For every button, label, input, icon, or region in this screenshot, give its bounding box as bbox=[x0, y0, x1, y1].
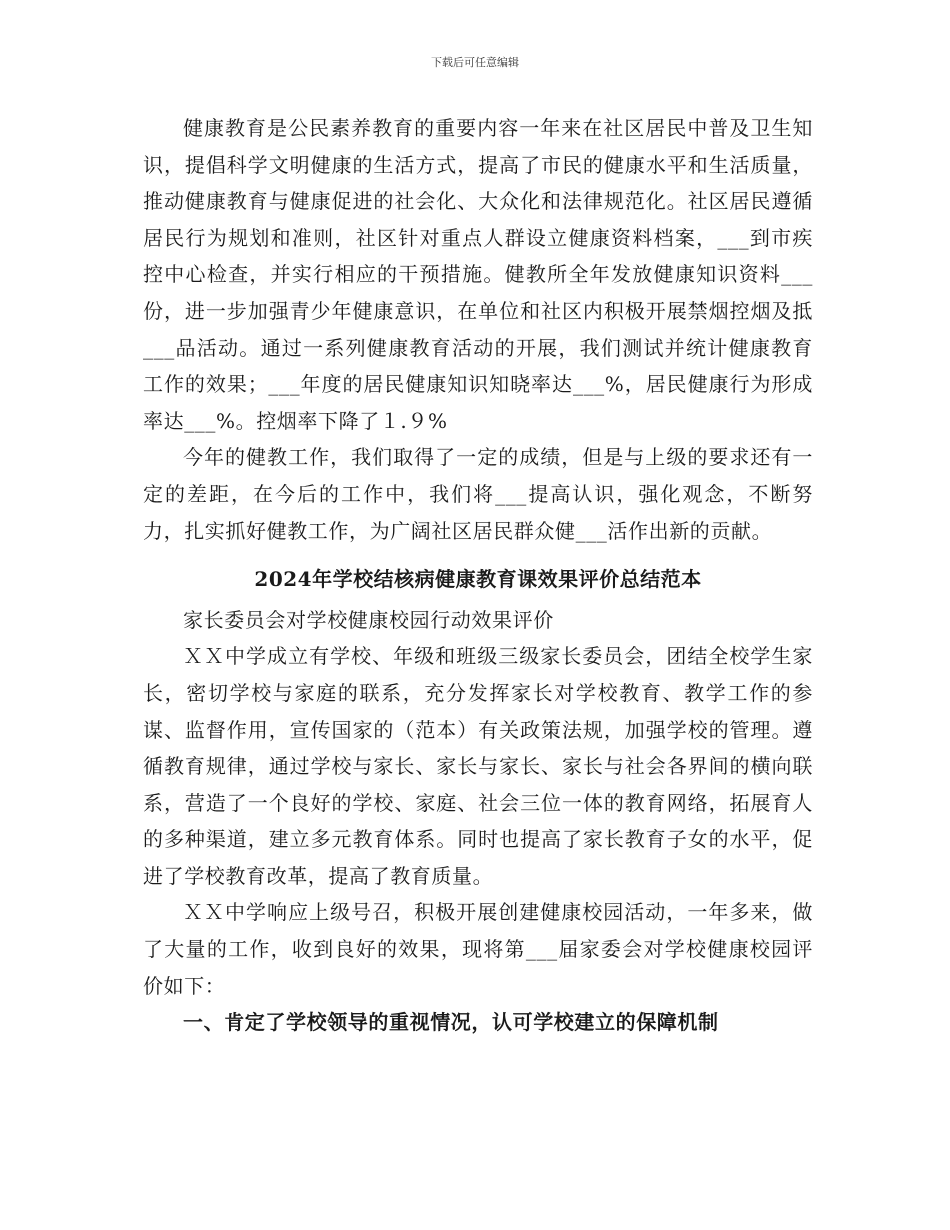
paragraph-healthy-campus: ＸＸ中学响应上级号召，积极开展创建健康校园活动，一年多来，做了大量的工作，收到良好的效果，现将第___届家委会对学校健康校园评价如下： bbox=[143, 900, 813, 998]
paragraph-health-education: 健康教育是公民素养教育的重要内容一年来在社区居民中普及卫生知识，提倡科学文明健康的生活方式，提高了市民的健康水平和生活质量，推动健康教育与健康促进的社会化、大众化和法律规范化。社区居民遵循居民行为规划和准则，社区针对重点人群设立健康资料档案，___到市疾控中心检查，并实行相应的干预措施。健教所全年发放健康知识资料___份，进一步加强青少年健康意识，在单位和社区内积极开展禁烟控烟及抵___品活动。通过一系列健康教育活动的开展，我们测试并统计健康教育工作的效果；___年度的居民健康知识知晓率达___%，居民健康行为形成率达___%。控烟率下降了１.９% bbox=[143, 116, 813, 433]
page-header: 下载后可任意编辑 bbox=[431, 56, 519, 69]
document-title: 2024年学校结核病健康教育课效果评价总结范本 bbox=[254, 567, 702, 592]
paragraph-parent-committee: ＸＸ中学成立有学校、年级和班级三级家长委员会，团结全校学生家长，密切学校与家庭的联系，充分发挥家长对学校教育、教学工作的参谋、监督作用，宣传国家的（范本）有关政策法规，加强学校的管理。遵循教育规律，通过学校与家长、家长与家长、家长与社会各界间的横向联系，营造了一个良好的学校、家庭、社会三位一体的教育网络，拓展育人的多种渠道，建立多元教育体系。同时也提高了家长教育子女的水平，促进了学校教育改革，提高了教育质量。 bbox=[143, 644, 813, 888]
paragraph-conclusion: 今年的健教工作，我们取得了一定的成绩，但是与上级的要求还有一定的差距，在今后的工作中，我们将___提高认识，强化观念，不断努力，扎实抓好健教工作，为广阔社区居民群众健___活作出新的贡献。 bbox=[143, 445, 813, 543]
document-subtitle: 家长委员会对学校健康校园行动效果评价 bbox=[183, 607, 554, 632]
section-heading: 一、肯定了学校领导的重视情况，认可学校建立的保障机制 bbox=[183, 1010, 719, 1035]
document-body bbox=[143, 110, 813, 1041]
